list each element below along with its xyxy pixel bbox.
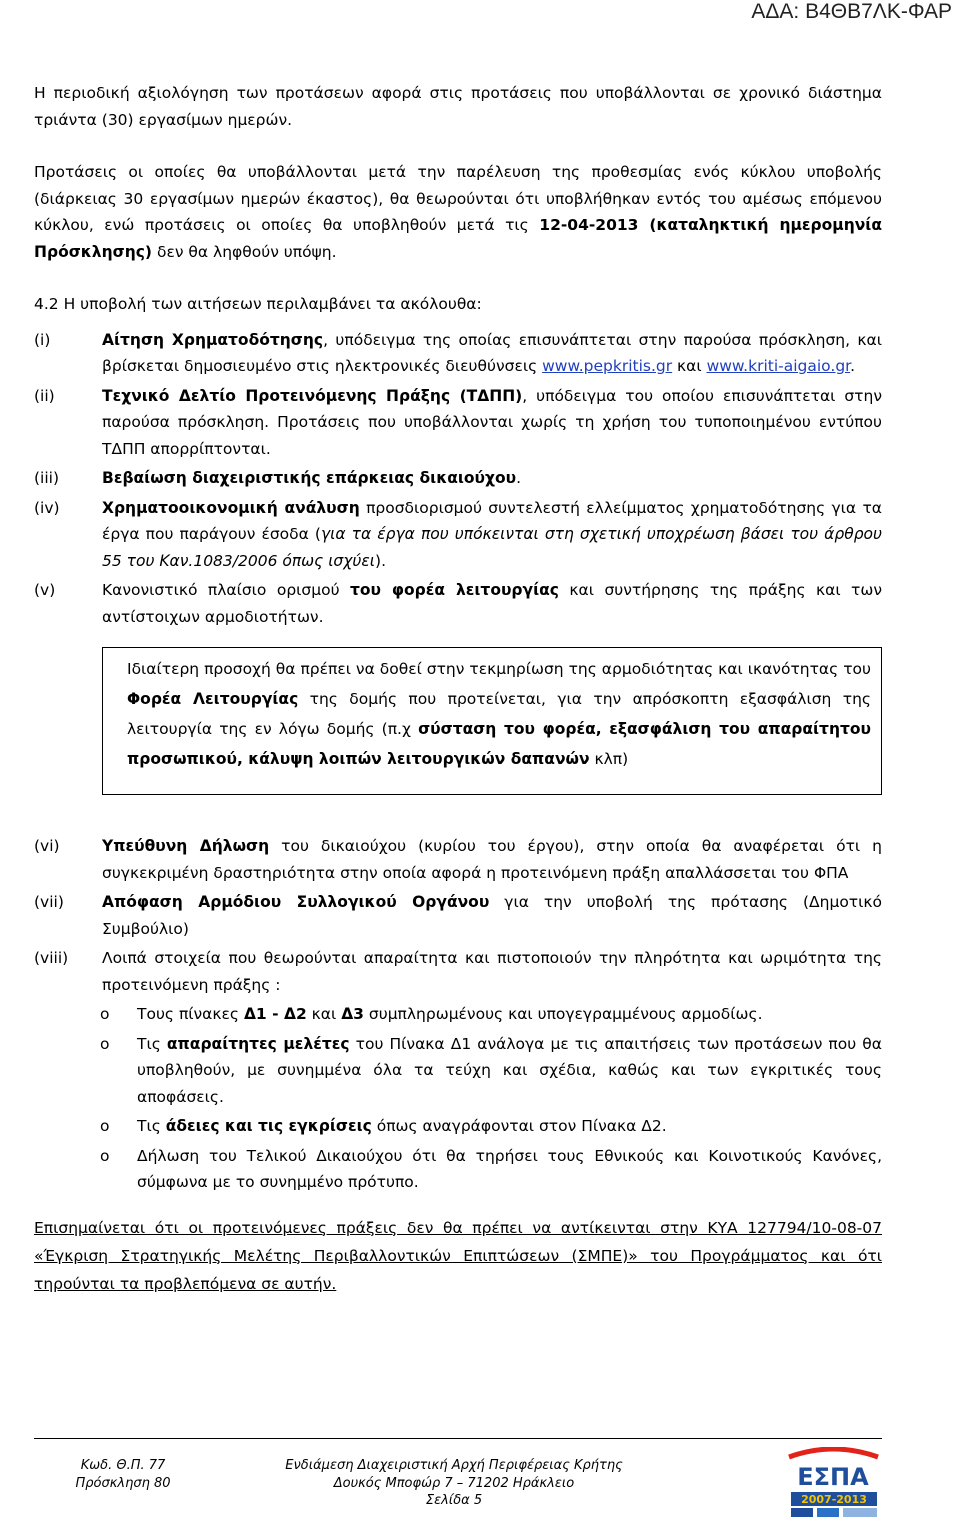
text: του δικαιούχου (κυρίου του έργου), στην οποία θα αναφέρεται ότι η συγκεκριμένη δραστηριότητα στην οποία αφορά η προτεινόμενη πράξη απαλλάσσεται του ΦΠΑ — [102, 837, 882, 882]
bold: άδειες και τις εγκρίσεις — [165, 1117, 372, 1135]
sub-item — [100, 1143, 882, 1196]
text: και συντήρησης της πράξης και των αντίστοιχων αρμοδιοτήτων. — [102, 581, 882, 626]
bold: απαραίτητες μελέτες — [166, 1034, 350, 1053]
sub-item-text — [137, 1001, 882, 1028]
bold: Τεχνικό Δελτίο Προτεινόμενης Πράξης (ΤΔΠΠ) — [102, 386, 523, 405]
item-text — [102, 577, 882, 630]
logo-flag-strip — [843, 1508, 877, 1517]
deadline-bold: 12-04-2013 (καταληκτική ημερομηνία Πρόσκλησης) — [34, 216, 882, 261]
footer-left — [58, 1457, 188, 1493]
bold: Αίτηση Χρηματοδότησης — [102, 330, 324, 349]
footer-code: Κωδ. Θ.Π. 77 — [80, 1458, 166, 1473]
item-text — [102, 833, 882, 886]
sub-item — [100, 1001, 882, 1028]
logo-years: 2007-2013 — [801, 1493, 867, 1506]
list-item — [34, 383, 882, 463]
logo-flag-eu — [791, 1508, 813, 1517]
footer-call: Πρόσκληση 80 — [75, 1476, 171, 1491]
text: δεν θα ληφθούν υπόψη. — [152, 242, 337, 261]
text: Τις — [137, 1034, 167, 1053]
item-text — [102, 327, 882, 380]
sub-item-text — [137, 1031, 882, 1111]
logo-flag-gr — [817, 1508, 839, 1517]
list-item — [34, 945, 882, 998]
text: προσδιορισμού συντελεστή ελλείμματος χρηματοδότησης για τα έργα που παράγουν έσοδα ( — [102, 498, 883, 543]
bold: Φορέα Λειτουργίας — [127, 690, 299, 708]
text: , υπόδειγμα του οποίου επισυνάπτεται στην παρούσα πρόσκληση. Προτάσεις που υποβάλλονται χωρίς τη χρήση του τυποποιημένου εντύπου ΤΔΠΠ απορρίπτονται. — [102, 386, 882, 458]
section-heading: 4.2 Η υποβολή των αιτήσεων περιλαμβάνει τα ακόλουθα: — [34, 295, 482, 313]
text: κλπ) — [589, 750, 629, 768]
page-content — [34, 80, 882, 1298]
page-footer — [34, 1438, 882, 1508]
link-kriti-aigaio[interactable]: www.kriti-aigaio.gr — [706, 357, 851, 375]
environment-note: Επισημαίνεται ότι οι προτεινόμενες πράξεις δεν θα πρέπει να αντίκεινται στην ΚΥΑ 127794/10-08-07 «Έγκριση Στρατηγικής Μελέτης Περιβαλλοντικών Επιπτώσεων (ΣΜΠΕ)» του Προγράμματος και ότι τηρούνται τα προβλεπόμενα σε αυτήν. — [34, 1218, 882, 1293]
bullet: o — [100, 1117, 110, 1135]
logo-text: ΕΣΠΑ — [797, 1463, 869, 1491]
text: για την υποβολή της πρότασης (Δημοτικό Συμβούλιο) — [102, 893, 882, 938]
list-item — [34, 465, 882, 492]
item-text — [102, 889, 882, 942]
paragraph-deadline — [34, 159, 882, 265]
bold: Χρηματοοικονομική ανάλυση — [102, 498, 360, 517]
bold: του φορέα λειτουργίας — [349, 581, 559, 599]
text: Ιδιαίτερη προσοχή θα πρέπει να δοθεί στην τεκμηρίωση της αρμοδιότητας και ικανότητας του — [127, 660, 871, 678]
footer-page-number: Σελίδα 5 — [425, 1493, 483, 1508]
text: Κανονιστικό πλαίσιο ορισμού — [102, 581, 350, 599]
text: Τους πίνακες — [137, 1005, 244, 1023]
list-item — [34, 889, 882, 942]
list-item — [34, 577, 882, 630]
item-number: (vii) — [34, 893, 64, 911]
notice-box — [102, 647, 882, 795]
item-number: (v) — [34, 581, 56, 599]
item-number: (iii) — [34, 469, 60, 487]
item-number: (ii) — [34, 386, 55, 405]
text: της δομής που προτείνεται, για την απρόσκοπτη εξασφάλιση της λειτουργία της εν λόγω δομής (π.χ — [127, 690, 871, 738]
item-text — [102, 495, 882, 575]
espa-logo — [785, 1447, 882, 1519]
footer-authority: Ενδιάμεση Διαχειριστική Αρχή Περιφέρειας Κρήτης — [285, 1458, 623, 1473]
bold: Απόφαση Αρμόδιου Συλλογικού Οργάνου — [102, 893, 490, 911]
bold: Δ1 - Δ2 — [243, 1005, 307, 1023]
link-pepkritis[interactable]: www.pepkritis.gr — [542, 357, 673, 375]
text: συμπληρωμένους και υπογεγραμμένους αρμοδίως. — [363, 1005, 763, 1023]
item-number: (vi) — [34, 837, 60, 855]
sub-item-text — [137, 1113, 882, 1140]
item-number: (viii) — [34, 949, 69, 967]
text: . — [850, 357, 856, 375]
bullet: o — [100, 1146, 110, 1165]
text: και — [306, 1005, 342, 1023]
sub-item — [100, 1031, 882, 1111]
notice-text — [127, 654, 871, 774]
bullet: o — [100, 1005, 110, 1023]
bold: Υπεύθυνη Δήλωση — [102, 837, 270, 855]
item-text — [102, 383, 882, 463]
item-number: (iv) — [34, 498, 60, 517]
bullet: o — [100, 1034, 110, 1053]
footer-address: Δουκός Μποφώρ 7 – 71202 Ηράκλειο — [333, 1476, 575, 1491]
text: Προτάσεις οι οποίες θα υποβάλλονται μετά την παρέλευση της προθεσμίας ενός κύκλου υποβολής (διάρκειας 30 εργασίμων ημερών έκαστος), θα θεωρούνται ότι υποβλήθηκαν εντός του αμέσως επόμενου κύκλου, ενώ προτάσεις οι οποίες θα υποβληθούν μετά τις — [34, 163, 882, 234]
item-number: (i) — [34, 330, 51, 349]
item-text: Λοιπά στοιχεία που θεωρούνται απαραίτητα και πιστοποιούν την πληρότητα και ωριμότητα της προτεινόμενη πράξης : — [102, 949, 882, 994]
item-text — [102, 465, 882, 492]
text: Τις — [137, 1117, 166, 1135]
text: ). — [375, 551, 387, 570]
list-item — [34, 495, 882, 575]
text: . — [516, 469, 522, 487]
bold: Βεβαίωση διαχειριστικής επάρκειας δικαιούχου — [102, 469, 517, 487]
bold: Δ3 — [341, 1005, 364, 1023]
sub-item — [100, 1113, 882, 1140]
espa-logo-icon — [785, 1447, 882, 1519]
text: , υπόδειγμα της οποίας επισυνάπτεται στην παρούσα πρόσκληση, και βρίσκεται δημοσιευμένο στις ηλεκτρονικές διευθύνσεις — [102, 330, 882, 375]
text: όπως αναγράφονται στον Πίνακα Δ2. — [371, 1117, 667, 1135]
list-item — [34, 833, 882, 886]
sub-item-text: Δήλωση του Τελικού Δικαιούχου ότι θα τηρήσει τους Εθνικούς και Κοινοτικούς Κανόνες, σύμφωνα με το συνημμένο πρότυπο. — [137, 1146, 882, 1191]
bold: σύσταση του φορέα, εξασφάλιση του απαραίτητου προσωπικού, κάλυψη λοιπών λειτουργικών δαπανών — [127, 720, 871, 768]
list-item — [34, 327, 882, 380]
italic: για τα έργα που υπόκεινται στη σχετική υποχρέωση βάσει του άρθρου 55 του Καν.1083/2006 όπως ισχύει — [102, 525, 883, 570]
ada-header: ΑΔΑ: Β4ΘΒ7ΛΚ-ΦΑΡ — [751, 0, 952, 23]
text: και — [672, 357, 707, 375]
logo-arc — [789, 1449, 878, 1457]
paragraph-periodic-evaluation: Η περιοδική αξιολόγηση των προτάσεων αφορά στις προτάσεις που υποβάλλονται σε χρονικό διάστημα τριάντα (30) εργασίμων ημερών. — [34, 84, 882, 129]
footer-center — [264, 1457, 644, 1493]
text: του Πίνακα Δ1 ανάλογα με τις απαιτήσεις των προτάσεων που θα υποβληθούν, με συνημμένα όλα τα τεύχη και σχέδια, καθώς και των εγκριτικές τους αποφάσεις. — [137, 1034, 882, 1106]
